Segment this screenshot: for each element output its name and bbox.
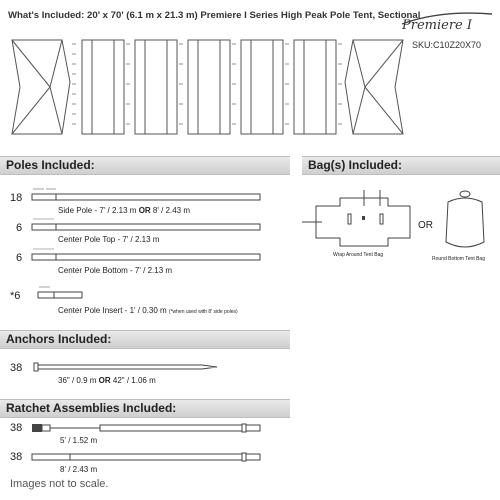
tent-sections-illustration [10, 30, 405, 142]
bags-section-header [302, 156, 500, 175]
center-pole-bottom-label: Center Pole Bottom - 7' / 2.13 m [58, 266, 173, 275]
wrap-around-tent-bag-illustration [300, 186, 415, 256]
anchors-section-header [0, 330, 290, 349]
center-pole-bottom-qty: 6 [16, 252, 23, 264]
ratchets-heading: Ratchet Assemblies Included: [6, 401, 177, 415]
center-pole-top-illustration [30, 216, 265, 234]
ratchet-8ft-illustration [30, 450, 270, 464]
brand-logo: Premiere I [402, 18, 473, 33]
ratchet-5ft-illustration [30, 421, 270, 435]
tent-end-section-right [345, 40, 403, 134]
center-pole-bottom-illustration [30, 246, 265, 264]
side-pole-label: Side Pole - 7' / 2.13 m OR 8' / 2.43 m [58, 206, 191, 215]
page-title: What's Included: 20' x 70' (6.1 m x 21.3 m) Premiere I Series High Peak Pole Tent, Sectional [8, 10, 421, 21]
round-bottom-bag-label: Round Bottom Tent Bag [432, 256, 485, 262]
tent-end-section-left [12, 40, 70, 134]
center-pole-insert-illustration [36, 284, 86, 302]
anchor-stake-illustration [32, 360, 222, 374]
brand-logo-swoosh [400, 8, 495, 28]
bags-heading: Bag(s) Included: [308, 158, 403, 172]
tent-middle-section [82, 40, 124, 134]
ratchet-8ft-qty: 38 [10, 451, 23, 463]
ratchet-8ft-label: 8' / 2.43 m [60, 465, 98, 474]
anchors-label: 36" / 0.9 m OR 42" / 1.06 m [58, 376, 156, 385]
center-pole-insert-qty: *6 [10, 290, 21, 302]
anchors-heading: Anchors Included: [6, 332, 112, 346]
wrap-around-bag-label: Wrap Around Tent Bag [333, 252, 384, 258]
tent-middle-section [241, 40, 283, 134]
sku-label: SKU:C10Z20X70 [412, 40, 482, 50]
tent-middle-section [135, 40, 177, 134]
round-bottom-tent-bag-illustration [440, 188, 490, 256]
ratchets-section-header [0, 399, 290, 418]
tent-middle-section [188, 40, 230, 134]
poles-section-header [0, 156, 290, 175]
center-pole-top-qty: 6 [16, 222, 23, 234]
side-pole-illustration [30, 186, 265, 204]
anchors-qty: 38 [10, 362, 23, 374]
tent-middle-section [294, 40, 336, 134]
center-pole-insert-label: Center Pole Insert - 1' / 0.30 m (*when used with 8' side poles) [58, 306, 238, 315]
bag-or-label: OR [418, 220, 433, 231]
not-to-scale-note: Images not to scale. [10, 478, 109, 490]
poles-heading: Poles Included: [6, 158, 95, 172]
ratchet-5ft-label: 5' / 1.52 m [60, 436, 98, 445]
center-pole-top-label: Center Pole Top - 7' / 2.13 m [58, 235, 160, 244]
side-pole-qty: 18 [10, 192, 23, 204]
ratchet-5ft-qty: 38 [10, 422, 23, 434]
